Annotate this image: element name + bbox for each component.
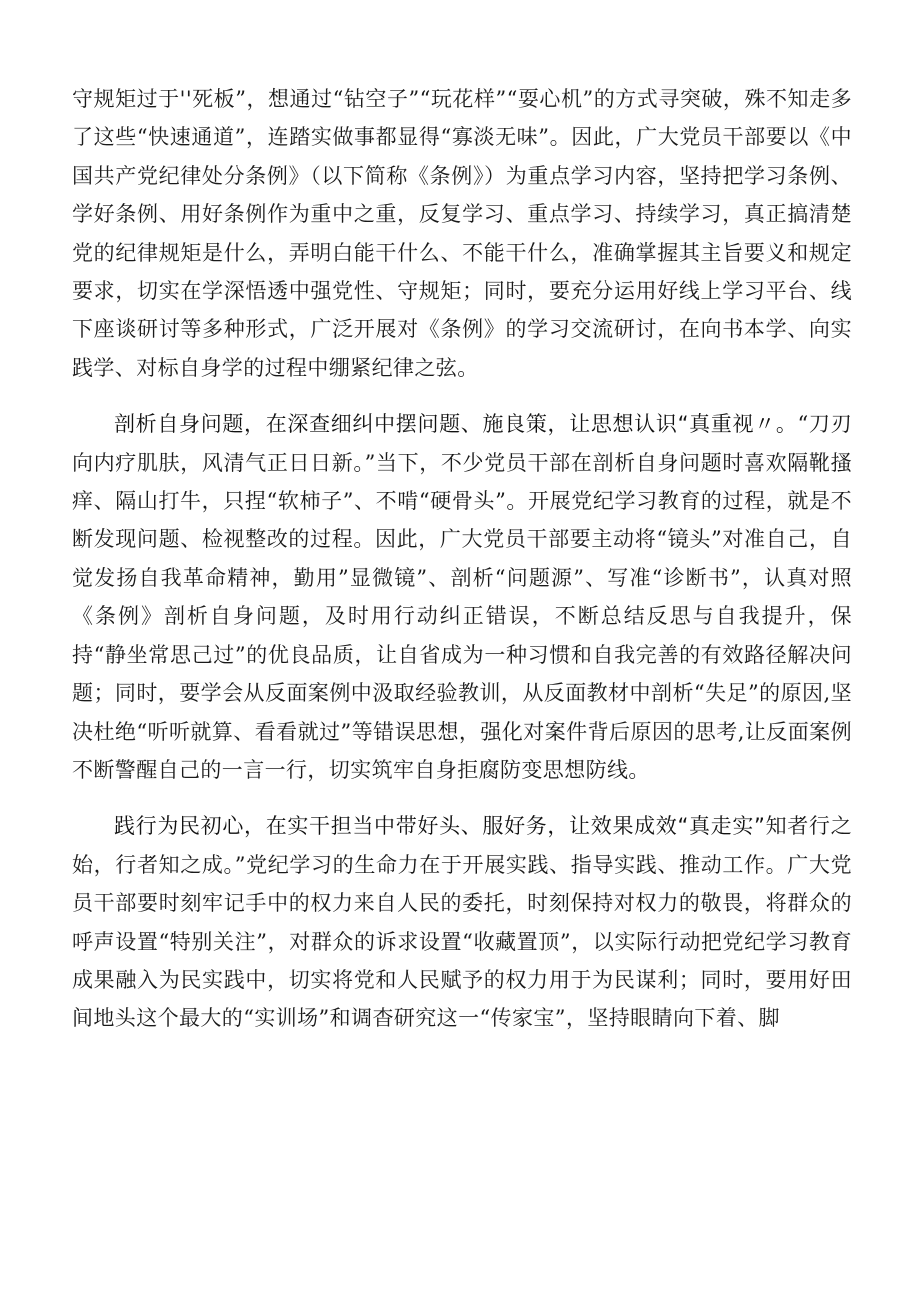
paragraph-2-body: “刀刃向内疗肌肤，风清气正日日新。”当下，不少党员干部在剖析自身问题时喜欢隔靴搔痒、隔山打牛，只捏“软柿子”、不啃“硬骨头”。开展党纪学习教育的过程，就是不断发现问题、检视整改的过程。因此，广大党员干部要主动将“镜头”对准自己，自觉发扬自我革命精神，勤用”显微镜”、剖析“问题源”、写准“诊断书”，认真对照《条例》剖析自身问题，及时用行动纠正错误，不断总结反思与自我提升，保持“静坐常思己过”的优良品质，让自省成为一种习惯和自我完善的有效路径解决问题；同时，要学会从反面案例中汲取经验教训，从反面教材中剖析“失足”的原因,坚决杜绝“听听就算、看看就过”等错误思想，强化对案件背后原因的思考,让反面案例不断警醒自己的一言一行，切实筑牢自身拒腐防变思想防线。 (72, 412, 852, 782)
paragraph-3 (72, 807, 852, 1037)
paragraph-1 (72, 80, 852, 387)
paragraph-3-body: 知者行之始，行者知之成。”党纪学习的生命力在于开展实践、指导实践、推动工作。广大党员干部要时刻牢记手中的权力来自人民的委托，时刻保持对权力的敬畏，将群众的呼声设置“特别关注”，对群众的诉求设置“收藏置顶”，以实际行动把党纪学习教育成果融入为民实践中，切实将党和人民赋予的权力用于为民谋利；同时，要用好田间地头这个最大的“实训场”和调杳研究这一“传家宝”，坚持眼睛向下着、脚 (72, 814, 852, 1031)
paragraph-2-heading: 剖析自身问题，在深查细纠中摆问题、施良策，让思想认识“真重视〃。 (114, 412, 798, 437)
paragraph-3-heading: 践行为民初心，在实干担当中带好头、服好务，让效果成效“真走实” (114, 814, 766, 839)
paragraph-1-body: 守规矩过于''死板”，想通过“钻空子”“玩花样”“耍心机”的方式寻突破，殊不知走多了这些“快速通道”，连踏实做事都显得“寡淡无味”。因此，广大党员干部要以《中国共产党纪律处分条例》（以下简称《条例》）为重点学习内容，坚持把学习条例、学好条例、用好条例作为重中之重，反复学习、重点学习、持续学习，真正搞清楚党的纪律规矩是什么，弄明白能干什么、不能干什么，准确掌握其主旨要义和规定要求，切实在学深悟透中强党性、守规矩；同时，要充分运用好线上学习平台、线下座谈研讨等多种形式，广泛开展对《条例》的学习交流研讨，在向书本学、向实践学、对标自身学的过程中绷紧纪律之弦。 (72, 87, 852, 380)
document-page (72, 80, 852, 1038)
paragraph-2 (72, 405, 852, 789)
